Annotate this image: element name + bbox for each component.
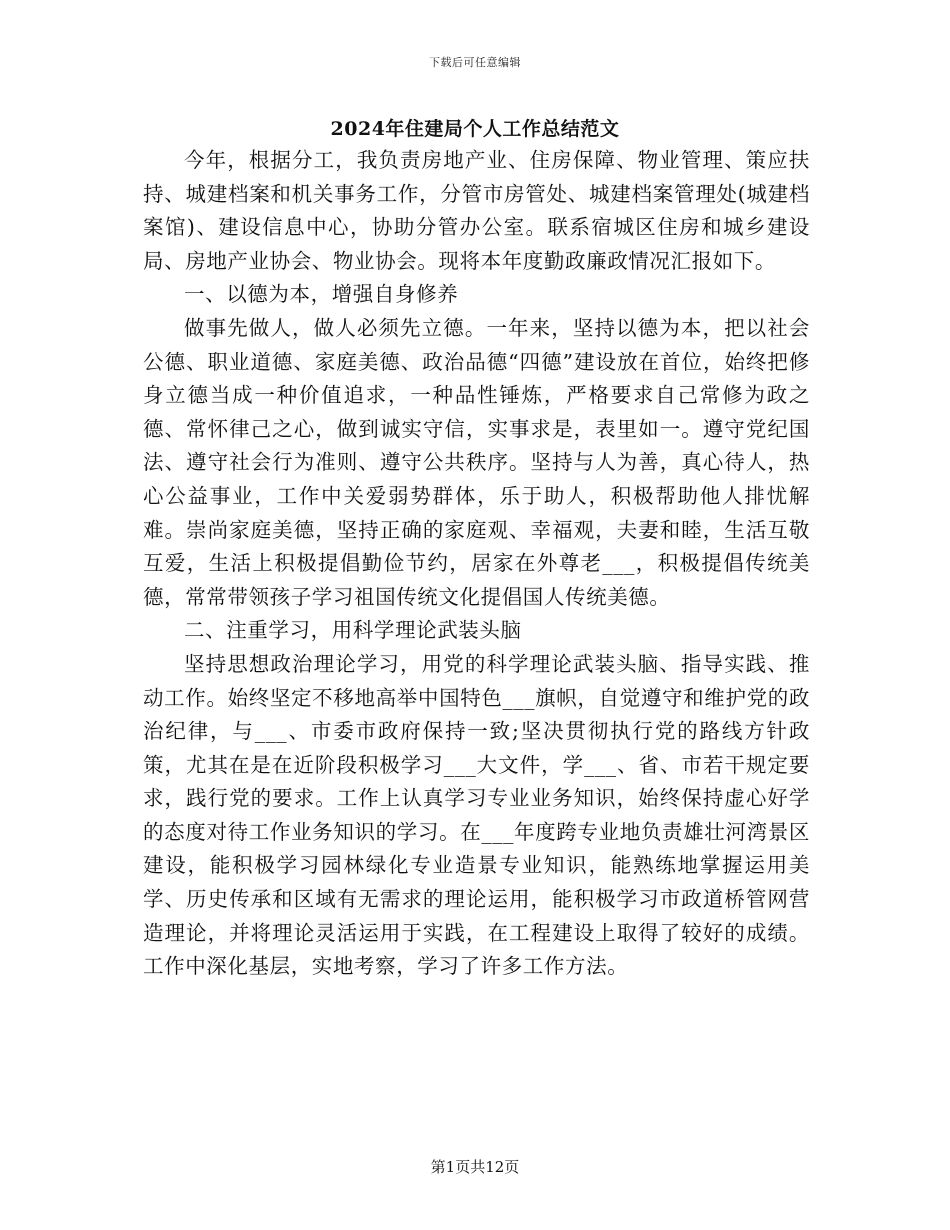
document-title: 2024年住建局个人工作总结范文 — [330, 118, 620, 140]
document-body — [143, 144, 810, 984]
paragraph-intro: 今年，根据分工，我负责房地产业、住房保障、物业管理、策应扶持、城建档案和机关事务工作，分管市房管处、城建档案管理处(城建档案馆)、建设信息中心，协助分管办公室。联系宿城区住房和城乡建设局、房地产业协会、物业协会。现将本年度勤政廉政情况汇报如下。 — [143, 148, 810, 273]
page-number: 第1页共12页 — [430, 1158, 520, 1176]
section-heading-2: 二、注重学习，用科学理论武装头脑 — [184, 618, 522, 643]
paragraph-study: 坚持思想政治理论学习，用党的科学理论武装头脑、指导实践、推动工作。始终坚定不移地高举中国特色___旗帜，自觉遵守和维护党的政治纪律，与___、市委市政府保持一致;坚决贯彻执行党的路线方针政策，尤其在是在近阶段积极学习___大文件，学___、省、市若干规定要求，践行党的要求。工作上认真学习专业业务知识，始终保持虚心好学的态度对待工作业务知识的学习。在___年度跨专业地负责雄壮河湾景区建设，能积极学习园林绿化专业造景专业知识，能熟练地掌握运用美学、历史传承和区域有无需求的理论运用，能积极学习市政道桥管网营造理论，并将理论灵活运用于实践，在工程建设上取得了较好的成绩。工作中深化基层，实地考察，学习了许多工作方法。 — [143, 651, 810, 979]
header-note: 下载后可任意编辑 — [429, 56, 521, 69]
section-heading-1: 一、以德为本，增强自身修养 — [184, 282, 459, 307]
paragraph-morality: 做事先做人，做人必须先立德。一年来，坚持以德为本，把以社会公德、职业道德、家庭美德、政治品德“四德”建设放在首位，始终把修身立德当成一种价值追求，一种品性锤炼，严格要求自己常修为政之德、常怀律己之心，做到诚实守信，实事求是，表里如一。遵守党纪国法、遵守社会行为准则、遵守公共秩序。坚持与人为善，真心待人，热心公益事业，工作中关爱弱势群体，乐于助人，积极帮助他人排忧解难。崇尚家庭美德，坚持正确的家庭观、幸福观，夫妻和睦，生活互敬互爱，生活上积极提倡勤俭节约，居家在外尊老___，积极提倡传统美德，常常带领孩子学习祖国传统文化提倡国人传统美德。 — [143, 315, 810, 609]
